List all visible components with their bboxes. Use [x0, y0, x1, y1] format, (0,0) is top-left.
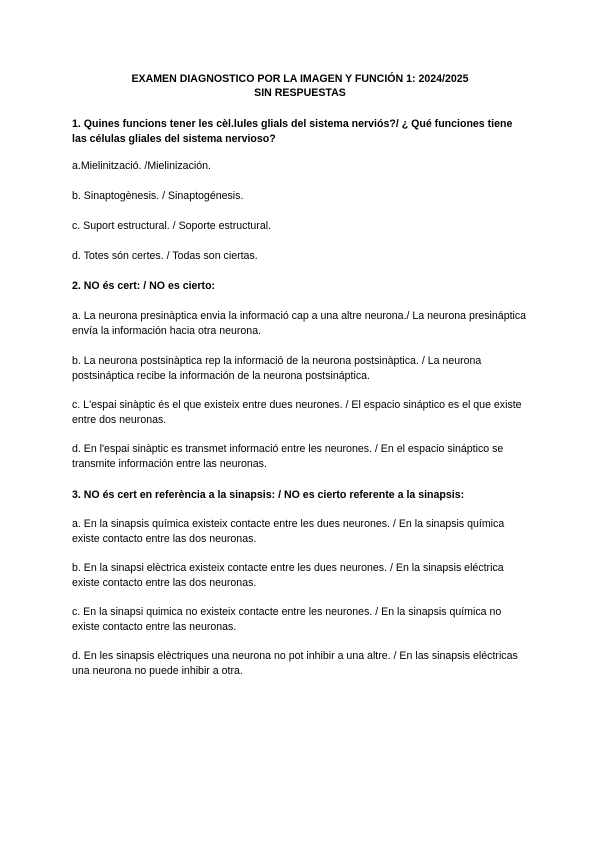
question-1-option-b: b. Sinaptogènesis. / Sinaptogénesis.	[72, 190, 244, 202]
question-2-option-c: c. L'espai sinàptic és el que existeix entre dues neurones. / El espacio sináptico es el que existe entre dos neuronas.	[72, 399, 522, 426]
question-2-option-a: a. La neurona presinàptica envia la informació cap a una altre neurona./ La neurona presináptica envía la información hacia otra neurona.	[72, 310, 527, 337]
question-3-text: 3. NO és cert en referència a la sinapsis: / NO es cierto referente a la sinapsis:	[72, 489, 465, 501]
question-2-option-b: b. La neurona postsinàptica rep la informació de la neurona postsinàptica. / La neurona postsináptica recibe la información de la neurona postsináptica.	[72, 355, 482, 382]
question-1-option-d: d. Totes són certes. / Todas son ciertas.	[72, 250, 258, 262]
question-3-option-a: a. En la sinapsis química existeix contacte entre les dues neurones. / En la sinapsis química existe contacto entre las dos neuronas.	[72, 518, 505, 545]
document-page	[72, 72, 528, 693]
question-2-option-d: d. En l'espai sinàptic es transmet informació entre les neurones. / En el espacio sináptico se transmite información entre las neuronas.	[72, 443, 504, 470]
question-1-option-a: a.Mielinització. /Mielinización.	[72, 160, 211, 172]
question-2-text: 2. NO és cert: / NO es cierto:	[72, 280, 216, 292]
question-1-text: 1. Quines funcions tener les cèl.lules glials del sistema nerviós?/ ¿ Qué funciones tiene las células gliales del sistema nervioso?	[72, 118, 513, 145]
question-3-option-d: d. En les sinapsis elèctriques una neurona no pot inhibir a una altre. / En las sinapsis eléctricas una neurona no puede inhibir a otra.	[72, 650, 518, 677]
exam-title-line-1: EXAMEN DIAGNOSTICO POR LA IMAGEN Y FUNCIÓN 1: 2024/2025	[131, 73, 469, 85]
exam-title	[72, 72, 528, 100]
question-3-option-b: b. En la sinapsi elèctrica existeix contacte entre les dues neurones. / En la sinapsis eléctrica existe contacto entre las dos neuronas.	[72, 562, 504, 589]
question-1	[72, 117, 528, 264]
question-1-option-c: c. Suport estructural. / Soporte estructural.	[72, 220, 272, 232]
question-3	[72, 488, 528, 679]
exam-title-line-2: SIN RESPUESTAS	[254, 87, 346, 99]
question-3-option-c: c. En la sinapsi quimica no existeix contacte entre les neurones. / En la sinapsis química no existe contacto entre las neuronas.	[72, 606, 502, 633]
question-2	[72, 279, 528, 472]
